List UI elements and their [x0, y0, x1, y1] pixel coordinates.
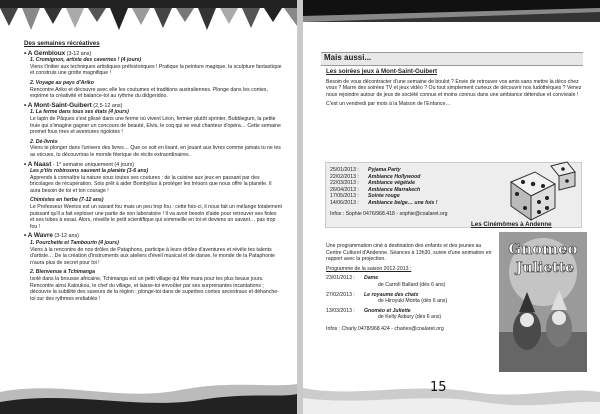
games-when: C'est un vendredi par mois à la Maison de l'Enfance… — [326, 101, 451, 108]
evening-date: 14/06/2013 : — [330, 199, 359, 206]
poster-title-line2: Juliette — [515, 260, 575, 276]
evening-date: 22/02/2013 : — [330, 173, 359, 180]
location-naast — [24, 162, 282, 231]
activity-text: Rencontre Ariko et découvre avec elle les coutumes et traditions australiennes. Plonge dans les contes, exprime ta créativité et balance-toi au rythme du didgeridoo. — [30, 86, 268, 100]
location-mont-saint-guibert — [24, 103, 282, 159]
games-heading: Les soirées jeux à Mont-Saint-Guibert — [326, 68, 438, 75]
program-heading: Programme de la saison 2012-2013 : — [326, 265, 412, 272]
list-item — [330, 187, 500, 194]
cinema-heading: Les Cinémômes à Andenne — [471, 221, 552, 228]
poster-title-line1: Gnomeo — [508, 240, 578, 258]
program-title: Le royaume des chats — [364, 291, 419, 298]
evening-title: Ambiance végétale — [368, 180, 415, 187]
activity-text: Apprends à connaître la nature sous toutes ses coutures : de la cuisine aux jeux en passant par des bricolages de récupération. Sois prêt à aider Bombylius à protéger les trésors que nous offre la planète. Il aura besoin de toi et ton courage ! — [30, 174, 272, 194]
section-title: Mais aussi... — [324, 53, 372, 62]
location-name: • A Naast — [24, 160, 52, 168]
activity-title: 2. Bienvenue à Tchimanga — [30, 269, 95, 276]
section-title-bar — [321, 52, 583, 66]
location-sub: (3-12 ans) — [52, 233, 79, 240]
right-page — [303, 0, 600, 414]
evening-title: Pyjama Party — [368, 167, 401, 173]
evening-date: 26/04/2013 : — [330, 186, 359, 193]
stripe-banner-decoration — [303, 0, 600, 22]
location-sub: - 1° semaine uniquement (4 jours) — [51, 161, 135, 168]
list-item — [326, 292, 494, 305]
evening-date: 17/05/2013 : — [330, 193, 359, 200]
list-item — [330, 193, 500, 200]
cinema-info: Infos : Charly 0478/968.424 - charles@coalaret.org — [326, 325, 444, 332]
activity-title: 1. Cromignon, artiste des cavernes ! (4 jours) — [30, 57, 142, 64]
list-item — [330, 167, 500, 174]
evening-title: Ambiance Hollywood — [368, 173, 421, 180]
location-gembloux — [24, 51, 282, 100]
activity-text: Isolé dans la brousse africaine, Tchimanga est un petit village qui fête mara pour tes plus beaux jours. Rencontre ainsi Katoukou, le chef du village, et laisse-toi envoûter par ses surprenantes incantations ; découvre la subtilité des saveurs de la région ; plonge-toi dans de superbes contes ancestraux et déhanche-toi sur des rythmes endiablés ! — [30, 276, 279, 302]
page-number: 14 — [144, 378, 161, 393]
location-sub: (2,5-12 ans) — [91, 102, 123, 109]
evening-date: 25/01/2013 : — [330, 167, 359, 173]
page-number: 15 — [430, 380, 447, 395]
bunting-flags-decoration — [0, 0, 297, 38]
location-name: • A Gembloux — [24, 49, 66, 57]
activity-title: 1. Pourchette et Tambourin (4 jours) — [30, 240, 119, 247]
footer-wave-decoration — [303, 372, 600, 414]
left-page — [0, 0, 297, 414]
list-item — [330, 174, 500, 181]
evening-title: Soirée rouge — [368, 193, 400, 200]
location-name: • A Mont-Saint-Guibert — [24, 101, 92, 109]
activity-title: 1. La ferme dans tous ses états (4 jours) — [30, 109, 129, 116]
activity-text: Le lapin de Pâques s'est glissé dans une ferme où vivent Léon, fermier plutôt sprinter, Bubblegum, la petite truie qui s'imagine gagner un concours de beauté, Elvis, le coq qui se veut chanteur d'opéra… Cette semaine promet fous rires et aventures rigolotes ! — [30, 115, 281, 136]
list-item — [326, 275, 494, 288]
program-date: 23/01/2013 : — [326, 275, 355, 282]
program-credit: de Hiroyuki Morita (dès 6 ans) — [378, 298, 448, 305]
activity-text: Viens t'initier aux techniques artistiques préhistoriques ! Pratique la peinture magique, la sculpture fantastique et construis une grotte magnifique ! — [30, 63, 282, 77]
movie-poster-image — [499, 232, 587, 372]
games-text: Besoin de vous décontracter d'une semaine de boulot ? Envie de retrouver vos amis sans mettre la déco chez vous ? Marre des soirées TV et jeux vidéo ? Ou tout simplement curieux de découvrir nos ludothèques ? Venez nous rejoindre autour de jeux de société connus et moins connus dans une ambiance détendue et conviviale ! — [326, 78, 582, 98]
program-date: 27/02/2013 : — [326, 291, 355, 298]
section-title: Des semaines récréatives — [24, 40, 100, 47]
list-item — [330, 200, 500, 207]
dice-illustration — [501, 160, 579, 224]
activity-title: Les p'tits robinsons sauvent la planète (3-6 ans) — [30, 168, 149, 175]
list-item — [326, 308, 494, 321]
games-info: Infos : Sophie 0476/968.418 - sophie@coalaret.org — [330, 210, 448, 217]
program-date: 13/03/2013 : — [326, 307, 355, 314]
evening-date: 22/03/2013 : — [330, 180, 359, 187]
activity-title: Chimistes en herbe (7-12 ans) — [30, 197, 104, 204]
evening-title: Ambiance belge… une fois ! — [368, 199, 438, 206]
evenings-list — [330, 167, 500, 217]
activity-title: 2. Voyage au pays d'Ariko — [30, 79, 94, 86]
left-content — [24, 41, 282, 302]
activity-text: Le Professeur Weetos est un savant fou mais un peu trop fou : cette fois-ci, il nous fait un mélange totalement puissant qu'il a fait exploser une partie de son laboratoire ! Il va avoir besoin d'aide pour retrouver ses fioles et ses tubes à essai. Alors, réveille le petit scientifique qui sommeille en toi et deviens un savant… pas trop fou ! — [30, 204, 282, 230]
program-title: Dame — [364, 275, 379, 282]
evening-title: Ambiance Marrakech — [368, 186, 421, 193]
activity-text: Viens à la rencontre de nos drôles de Pataphons, participe à leurs drôles d'aventures et révèle tes talents d'artiste… De la création d'instruments aux ateliers d'éveil musical et de danse, le monde de la Pataphonie n'aura plus de secret pour toi ! — [30, 246, 275, 266]
program-credit: de Kelly Asbury (dès 6 ans) — [378, 314, 442, 321]
location-name: • A Wavre — [24, 232, 53, 240]
cinema-text: Une programmation ciné à destination des enfants et des jeunes au Centre Culturel d'Andenne. Séances à 13h30, suivie d'une animation en rapport avec la projection. — [326, 243, 492, 263]
activity-title: 2. Dé-livrés — [30, 138, 58, 145]
program-title: Gnoméo et Juliette — [364, 307, 411, 314]
program-credit: de Carroll Ballard (dès 6 ans) — [378, 281, 446, 288]
activity-text: Viens te plonger dans l'univers des livres… Que ce soit en lisant, en jouant aux livres comme jamais tu ne les as vécues, tu découvriras le monde féerique de récits extraordinaires. — [30, 145, 281, 158]
location-wavre — [24, 233, 282, 302]
cinema-section — [326, 243, 494, 333]
games-section — [326, 69, 582, 108]
list-item — [330, 180, 500, 187]
location-sub: (3-12 ans) — [65, 50, 92, 57]
